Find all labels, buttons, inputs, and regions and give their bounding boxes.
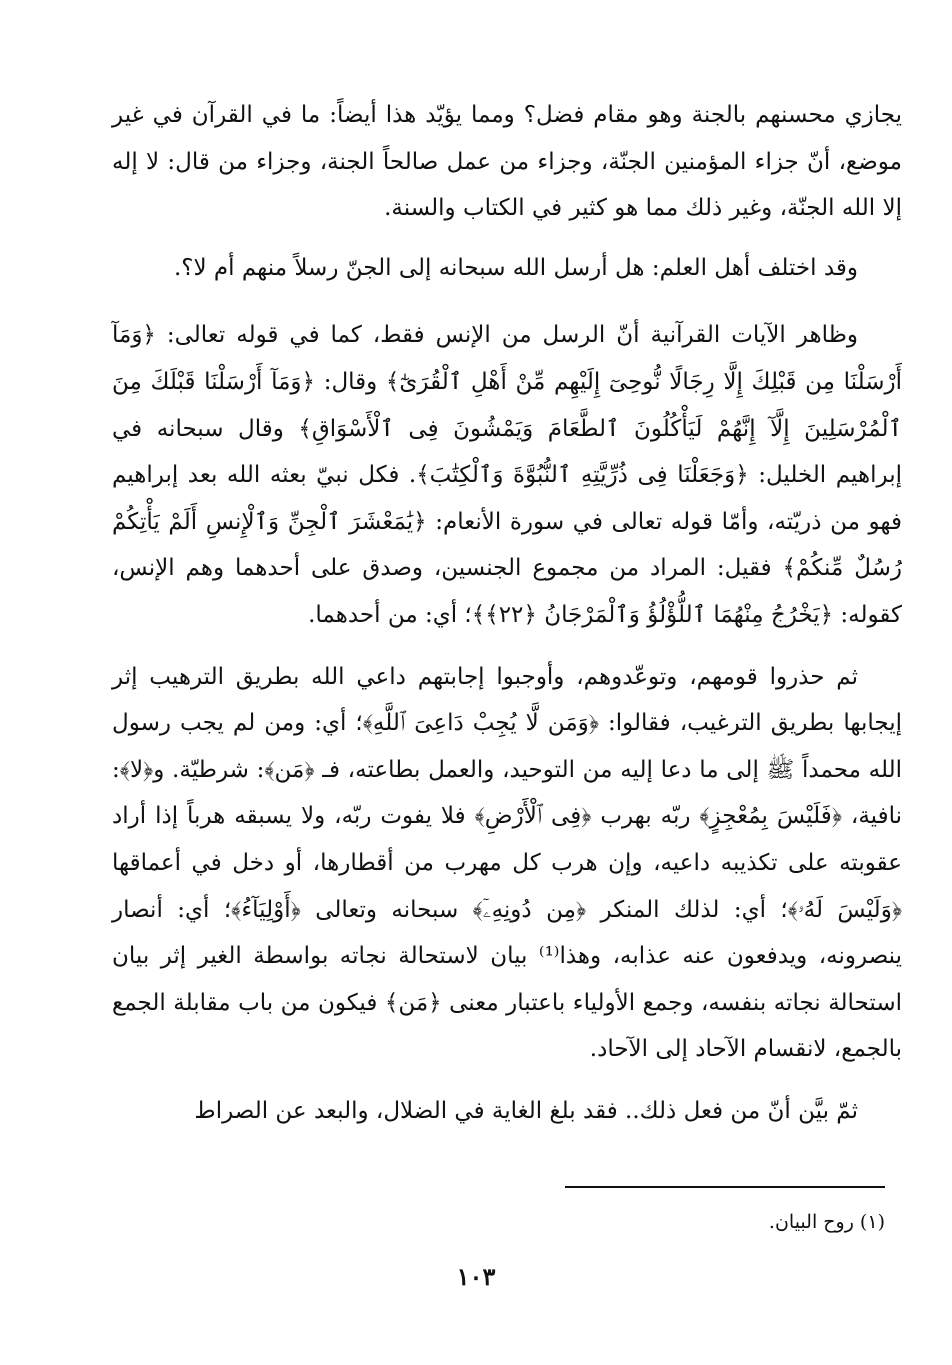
paragraph-warning: ثم حذروا قومهم، وتوعّدوهم، وأوجبوا إجابتهم داعي الله بطريق الترهيب إثر إيجابها بطريق الترغيب، فقالوا: ﴿وَمَن لَّا يُجِبْ دَاعِىَ ٱللَّهِ﴾؛ أي: ومن لم يجب رسول الله محمداً ﷺ إلى ما دعا إليه من التوحيد، والعمل بطاعته، فـ ﴿مَن﴾: شرطيّة. و﴿لا﴾: نافية، ﴿فَلَيْسَ بِمُعْجِزٍ﴾ ربّه بهرب ﴿فِى ٱلْأَرْضِ﴾ فلا يفوت ربّه، ولا يسبقه هرباً إذا أراد عقوبته على تكذيبه داعيه، وإن هرب كل مهرب من أقطارها، أو دخل في أعماقها ﴿وَلَيْسَ لَهُۥ﴾؛ أي: لذلك المنكر ﴿مِن دُونِهِۦٓ﴾ سبحانه وتعالى ﴿أَوْلِيَآءُ﴾؛ أي: أنصار ينصرونه، ويدفعون عنه عذابه، وهذا⁽¹⁾ بيان لاستحالة نجاته بواسطة الغير إثر بيان استحالة نجاته بنفسه، وجمع الأولياء باعتبار معنى ﴿مَن﴾ فيكون من باب مقابلة الجمع بالجمع، لانقسام الآحاد إلى الآحاد. [112,663,902,1063]
footnote: (١) روح البيان. [768,1211,885,1233]
paragraph-quranic-verses: وظاهر الآيات القرآنية أنّ الرسل من الإنس فقط، كما في قوله تعالى: ﴿وَمَآ أَرْسَلْنَا مِن قَبْلِكَ إِلَّا رِجَالًا نُّوحِىٓ إِلَيْهِم مِّنْ أَهْلِ ٱلْقُرَىٰٓ﴾ وقال: ﴿وَمَآ أَرْسَلْنَا قَبْلَكَ مِنَ ٱلْمُرْسَلِينَ إِلَّآ إِنَّهُمْ لَيَأْكُلُونَ ٱلطَّعَامَ وَيَمْشُونَ فِى ٱلْأَسْوَاقِ﴾ وقال سبحانه في إبراهيم الخليل: ﴿وَجَعَلْنَا فِى ذُرِّيَّتِهِ ٱلنُّبُوَّةَ وَٱلْكِتَٰبَ﴾. فكل نبيّ بعثه الله بعد إبراهيم فهو من ذريّته، وأمّا قوله تعالى في سورة الأنعام: ﴿يَٰمَعْشَرَ ٱلْجِنِّ وَٱلْإِنسِ أَلَمْ يَأْتِكُمْ رُسُلٌ مِّنكُمْ﴾ فقيل: المراد من مجموع الجنسين، وصدق على أحدهما وهم الإنس، كقوله: ﴿يَخْرُجُ مِنْهُمَا ٱللُّؤْلُؤُ وَٱلْمَرْجَانُ ﴿٢٢﴾﴾؛ أي: من أحدهما. [112,322,902,628]
page-number: ١٠٣ [456,1262,496,1291]
paragraph-continuation: يجازي محسنهم بالجنة وهو مقام فضل؟ ومما يؤيّد هذا أيضاً: ما في القرآن في غير موضع، أنّ جزاء المؤمنين الجنّة، وجزاء من عمل صالحاً الجنة، وجزاء من قال: لا إله إلا الله الجنّة، وغير ذلك مما هو كثير في الكتاب والسنة. [112,102,902,222]
footnote-divider [565,1186,885,1188]
paragraph-jinn-messengers-question: وقد اختلف أهل العلم: هل أرسل الله سبحانه إلى الجنّ رسلاً منهم أم لا؟. [173,254,858,281]
main-text [112,92,902,1134]
paragraph-final: ثمّ بيَّن أنّ من فعل ذلك.. فقد بلغ الغاية في الضلال، والبعد عن الصراط [194,1097,858,1124]
